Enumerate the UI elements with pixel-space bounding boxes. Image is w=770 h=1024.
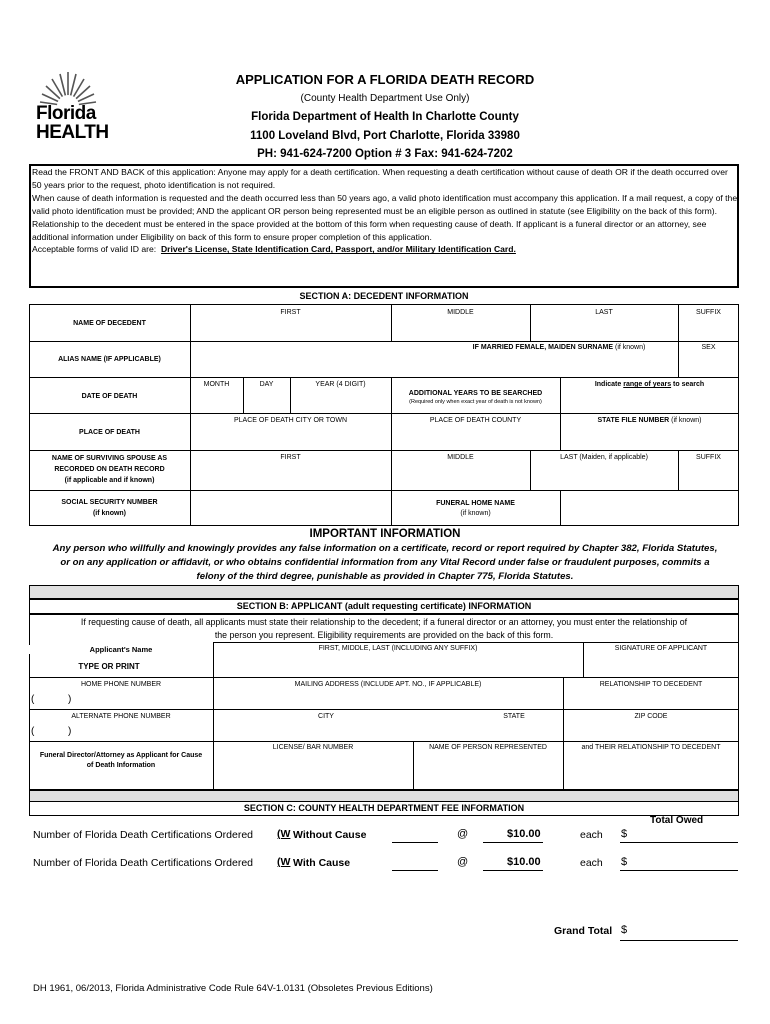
alias-name-label: ALIAS NAME (IF APPLICABLE) bbox=[58, 356, 161, 363]
person-represented-input[interactable] bbox=[414, 753, 562, 789]
fml-label: FIRST, MIDDLE, LAST (INCLUDING ANY SUFFIX) bbox=[318, 645, 478, 652]
section-c-title: SECTION C: COUNTY HEALTH DEPARTMENT FEE INFORMATION bbox=[243, 803, 525, 813]
important-line-1: Any person who willfully and knowingly provides any false information on a certificate, record or report required by Chapter 382, Florida Statutes, bbox=[52, 543, 718, 554]
decedent-name-input[interactable] bbox=[191, 318, 738, 340]
alt-phone-label: ALTERNATE PHONE NUMBER bbox=[71, 713, 171, 720]
form-footer: DH 1961, 06/2013, Florida Administrative Code Rule 64V-1.0131 (Obsoletes Previous Editions) bbox=[33, 983, 433, 994]
place-county-label: PLACE OF DEATH COUNTY bbox=[429, 417, 522, 424]
state-file-number-input[interactable] bbox=[561, 427, 738, 449]
spouse-label-3: (if applicable and if known) bbox=[64, 477, 155, 484]
month-input[interactable] bbox=[191, 390, 242, 412]
mailing-address-label: MAILING ADDRESS (INCLUDE APT. NO., IF APPLICABLE) bbox=[294, 681, 482, 688]
applicant-name-input[interactable] bbox=[214, 654, 582, 676]
range-pre: Indicate bbox=[594, 381, 624, 388]
type-or-print-label: TYPE OR PRINT bbox=[78, 662, 140, 671]
year-input[interactable] bbox=[291, 390, 390, 412]
section-b-note-1: If requesting cause of death, all applicants must state their relationship to the decedent; if a funeral director or an attorney, you must enter the relationship of bbox=[80, 617, 688, 627]
row2-each: each bbox=[580, 857, 603, 869]
their-relationship-label: and THEIR RELATIONSHIP TO DECEDENT bbox=[581, 744, 721, 751]
dept-name: Florida Department of Health In Charlotte County bbox=[251, 111, 519, 123]
row2-type: With Cause bbox=[293, 857, 351, 869]
logo-health: HEALTH bbox=[36, 122, 109, 143]
spouse-label-1: NAME OF SURVIVING SPOUSE AS bbox=[51, 455, 168, 462]
state-label: STATE bbox=[503, 713, 525, 720]
spouse-name-input[interactable] bbox=[191, 464, 738, 489]
sex-label: SEX bbox=[701, 344, 716, 351]
alt-phone-paren-open: ( bbox=[31, 726, 35, 737]
decedent-middle-label: MIDDLE bbox=[447, 309, 474, 316]
maiden-surname-label bbox=[440, 343, 678, 352]
row1-dollar: $ bbox=[621, 828, 628, 840]
decedent-first-label: FIRST bbox=[280, 309, 301, 316]
range-of-years-input[interactable] bbox=[561, 390, 738, 412]
section-b-title: SECTION B: APPLICANT (adult requesting certificate) INFORMATION bbox=[236, 601, 532, 611]
home-phone-input[interactable] bbox=[30, 690, 212, 708]
logo-florida: Florida bbox=[36, 103, 96, 124]
ssn-input[interactable] bbox=[191, 491, 390, 525]
relationship-input[interactable] bbox=[564, 690, 738, 708]
signature-input[interactable] bbox=[584, 654, 738, 676]
grand-total-input[interactable] bbox=[630, 924, 738, 940]
date-of-death-label: DATE OF DEATH bbox=[81, 393, 138, 400]
section-b-note-2: the person you represent. Eligibility requirements are provided on the back of this form. bbox=[214, 630, 554, 640]
alt-phone-input[interactable] bbox=[30, 722, 212, 740]
dept-address: 1100 Loveland Blvd, Port Charlotte, Florida 33980 bbox=[250, 130, 520, 142]
row1-type: Without Cause bbox=[293, 829, 367, 841]
license-input[interactable] bbox=[214, 753, 412, 789]
important-line-2: or on any application or affidavit, or who obtains confidential information from any Vital Record under false or fraudulent purposes, commits a bbox=[60, 557, 710, 568]
funeral-home-if-known: (if known) bbox=[460, 510, 491, 517]
place-city-label: PLACE OF DEATH CITY OR TOWN bbox=[233, 417, 348, 424]
row1-w: (W bbox=[277, 828, 291, 840]
alt-phone-paren-close: ) bbox=[68, 726, 72, 737]
their-relationship-input[interactable] bbox=[564, 753, 738, 789]
month-label: MONTH bbox=[203, 381, 230, 388]
place-city-input[interactable] bbox=[191, 427, 390, 449]
row2-label: Number of Florida Death Certifications Ordered bbox=[33, 857, 254, 869]
row1-total-input[interactable] bbox=[630, 827, 738, 842]
instructions-id bbox=[32, 243, 738, 256]
decedent-last-label: LAST bbox=[595, 309, 613, 316]
ssn-label: SOCIAL SECURITY NUMBER bbox=[61, 499, 158, 506]
funeral-director-label-2: of Death Information bbox=[86, 762, 156, 769]
range-post: to search bbox=[671, 381, 705, 388]
section-b-spacer bbox=[29, 585, 739, 599]
instructions-p2: When cause of death information is requested and the death occurred less than 50 years ago, a valid photo identification must accompany this application. If a mail request, a copy of the valid photo identification must be provided; AND the applicant OR person being represented must be an eligible person as outlined in statute (see Eligibility on the back of this form). Relationship to the decedent must be entered in the space provided at the bottom of this form when requesting cause of death. If applicant is a funeral director or an attorney, see additional information under Eligibility on back of this form to ensure proper completion of this application. bbox=[32, 192, 738, 242]
row1-label: Number of Florida Death Certifications Ordered bbox=[33, 829, 254, 841]
id-label: Acceptable forms of valid ID are: bbox=[32, 244, 157, 255]
home-phone-label: HOME PHONE NUMBER bbox=[80, 681, 162, 688]
form-subtitle: (County Health Department Use Only) bbox=[300, 93, 470, 104]
form-title: APPLICATION FOR A FLORIDA DEATH RECORD bbox=[235, 72, 535, 87]
home-phone-paren-open: ( bbox=[31, 694, 35, 705]
spouse-first-label: FIRST bbox=[280, 454, 301, 461]
year-label: YEAR (4 DIGIT) bbox=[315, 381, 366, 388]
grand-total-dollar: $ bbox=[621, 924, 628, 936]
zip-label: ZIP CODE bbox=[634, 713, 668, 720]
funeral-home-label: FUNERAL HOME NAME bbox=[436, 500, 515, 507]
spouse-last-label: LAST (Maiden, if applicable) bbox=[560, 454, 648, 461]
dept-phone: PH: 941-624-7200 Option # 3 Fax: 941-624-7202 bbox=[257, 148, 513, 160]
funeral-director-label-1: Funeral Director/Attorney as Applicant for Cause bbox=[39, 752, 203, 759]
instructions-text bbox=[32, 166, 738, 256]
maiden-text: IF MARRIED FEMALE, MAIDEN SURNAME bbox=[472, 344, 614, 351]
day-label: DAY bbox=[259, 381, 274, 388]
row1-at: @ bbox=[457, 828, 469, 840]
row1-each: each bbox=[580, 829, 603, 841]
place-of-death-label: PLACE OF DEATH bbox=[79, 429, 140, 436]
ssn-if-known: (if known) bbox=[92, 510, 127, 517]
alias-name-input[interactable] bbox=[191, 353, 677, 376]
important-line-3: felony of the third degree, punishable as provided in Chapter 775, Florida Statutes. bbox=[196, 571, 574, 582]
row1-price: $10.00 bbox=[507, 828, 541, 840]
additional-years-label: ADDITIONAL YEARS TO BE SEARCHED bbox=[408, 390, 543, 397]
maiden-if-known: (if known) bbox=[615, 344, 646, 351]
funeral-home-input[interactable] bbox=[561, 491, 738, 525]
license-label: LICENSE/ BAR NUMBER bbox=[272, 744, 354, 751]
row1-qty-input[interactable] bbox=[392, 827, 438, 842]
row2-w: (W bbox=[277, 856, 291, 868]
grand-total-label: Grand Total bbox=[554, 925, 613, 937]
total-owed-label: Total Owed bbox=[650, 815, 704, 826]
instructions-p1: Read the FRONT AND BACK of this application: Anyone may apply for a death certification. When requesting a death certification without cause of death OR if the death occurred over 50 years prior to the request, photo identification is not required. bbox=[32, 167, 728, 190]
state-file-text: STATE FILE NUMBER bbox=[597, 417, 670, 424]
place-county-input[interactable] bbox=[392, 427, 559, 449]
spouse-middle-label: MIDDLE bbox=[447, 454, 474, 461]
state-file-number-label bbox=[560, 416, 739, 425]
city-label: CITY bbox=[318, 713, 334, 720]
additional-years-note: (Required only when exact year of death is not known) bbox=[409, 399, 542, 405]
signature-label: SIGNATURE OF APPLICANT bbox=[614, 645, 708, 652]
row2-at: @ bbox=[457, 856, 469, 868]
zip-input[interactable] bbox=[564, 722, 738, 740]
row2-total-input[interactable] bbox=[630, 855, 738, 870]
important-title: IMPORTANT INFORMATION bbox=[309, 528, 461, 540]
applicant-name-label: Applicant's Name bbox=[29, 645, 213, 654]
relationship-label: RELATIONSHIP TO DECEDENT bbox=[599, 681, 703, 688]
home-phone-paren-close: ) bbox=[68, 694, 72, 705]
day-input[interactable] bbox=[244, 390, 289, 412]
spouse-label-2: RECORDED ON DEATH RECORD bbox=[54, 466, 165, 473]
row2-dollar: $ bbox=[621, 856, 628, 868]
section-a-title: SECTION A: DECEDENT INFORMATION bbox=[299, 291, 469, 301]
range-underlined: range of years bbox=[623, 381, 672, 388]
name-of-decedent-label: NAME OF DECEDENT bbox=[73, 320, 146, 327]
city-input[interactable] bbox=[214, 722, 562, 740]
sex-input[interactable] bbox=[679, 353, 738, 376]
mailing-address-input[interactable] bbox=[214, 690, 562, 708]
person-represented-label: NAME OF PERSON REPRESENTED bbox=[429, 744, 547, 751]
id-list: Driver's License, State Identification Card, Passport, and/or Military Identification Card. bbox=[160, 244, 516, 255]
state-file-if-known: (if known) bbox=[671, 417, 702, 424]
row2-qty-input[interactable] bbox=[392, 855, 438, 870]
decedent-suffix-label: SUFFIX bbox=[696, 309, 721, 316]
spouse-suffix-label: SUFFIX bbox=[696, 454, 721, 461]
row2-price: $10.00 bbox=[507, 856, 541, 868]
range-of-years-label bbox=[560, 380, 739, 389]
